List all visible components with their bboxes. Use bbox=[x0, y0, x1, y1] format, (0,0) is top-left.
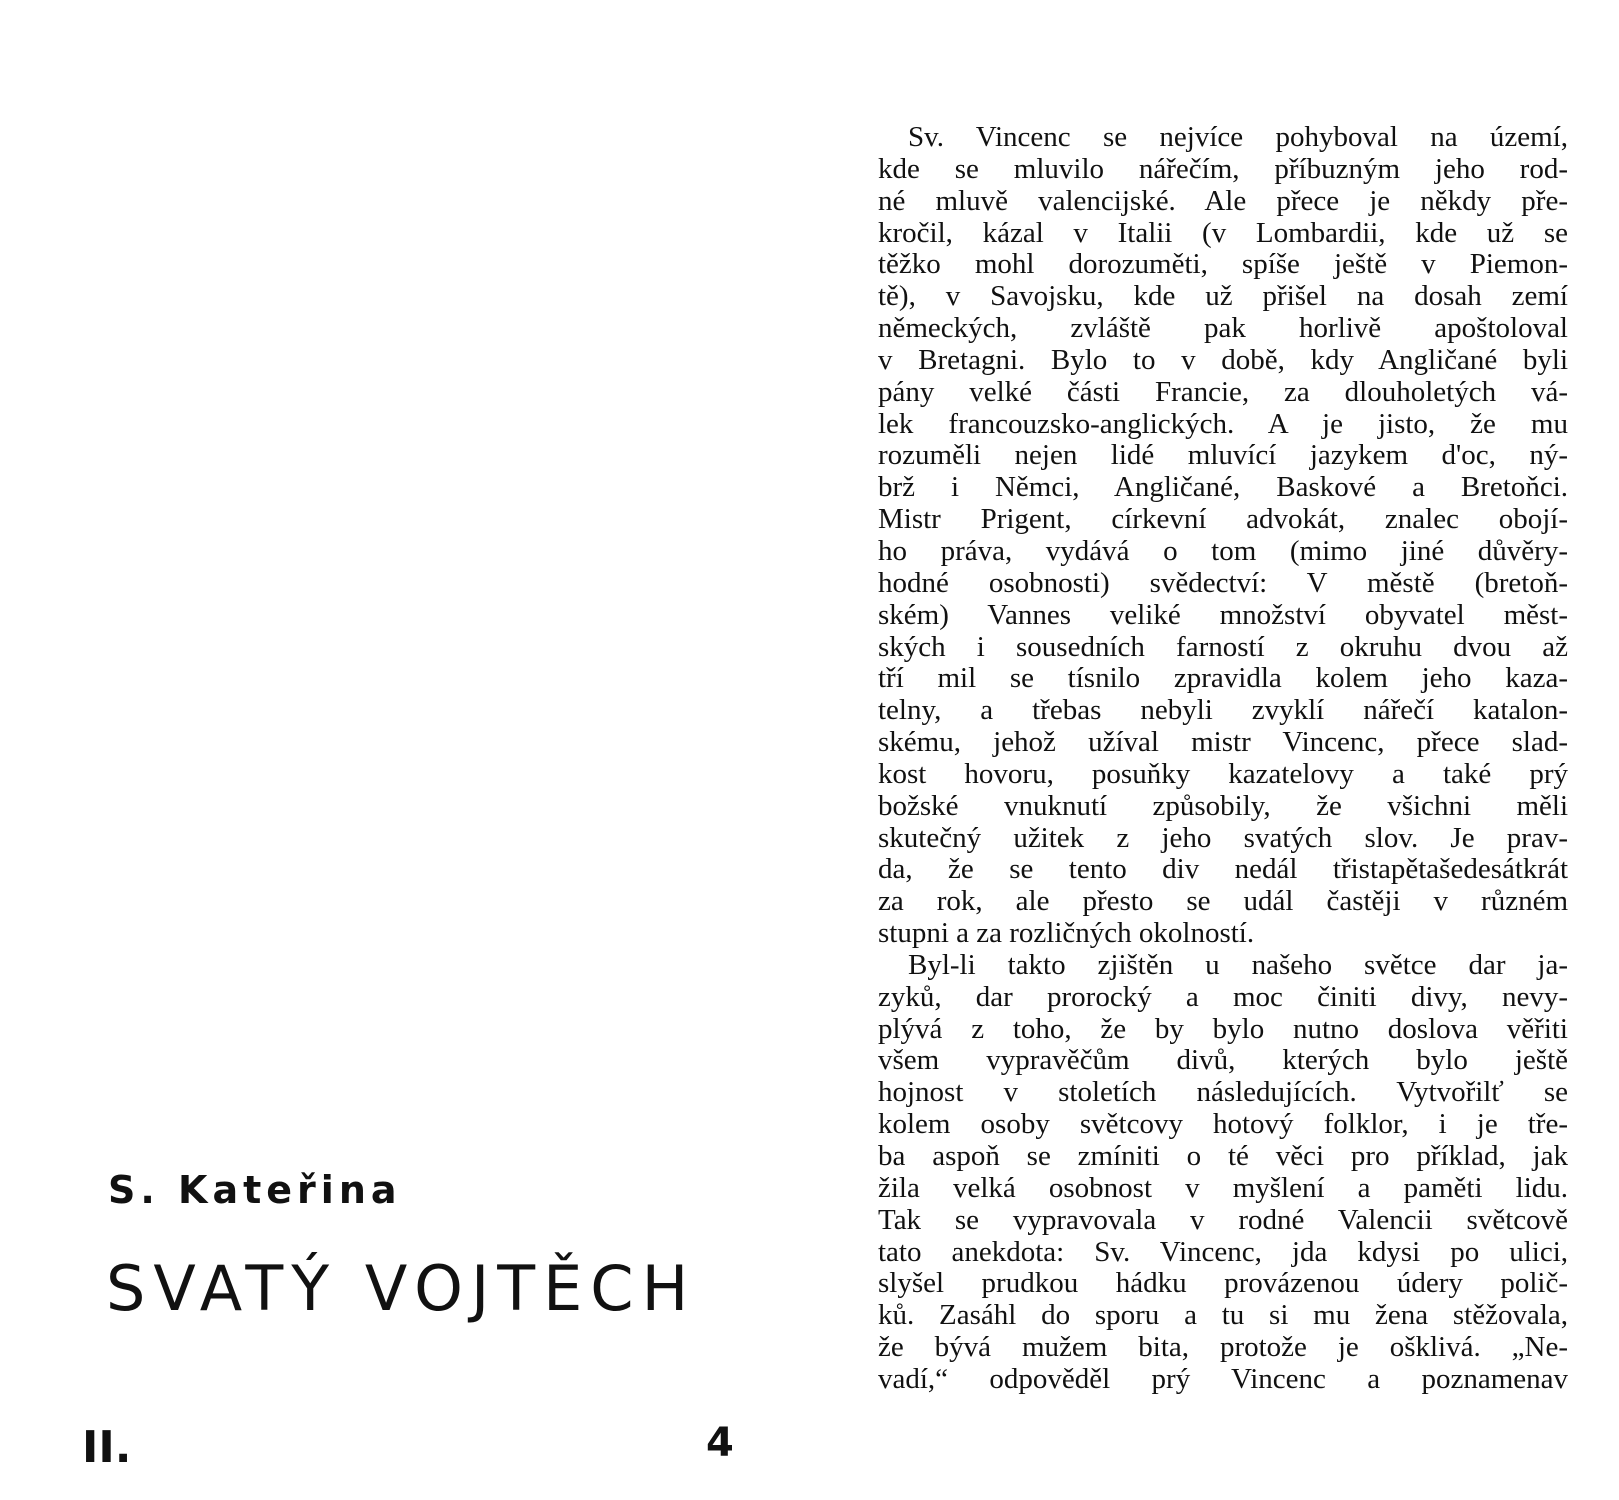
volume-number: II. bbox=[82, 1422, 132, 1473]
text-line: kolem osoby světcovy hotový folklor, i je tře- bbox=[878, 1108, 1568, 1141]
paragraph-1 bbox=[878, 122, 1568, 950]
text-line: ho práva, vydává o tom (mimo jiné důvěry- bbox=[878, 534, 1568, 567]
text-line: brž i Němci, Angličané, Baskové a Bretoňci. bbox=[878, 471, 1568, 504]
page-number: 4 bbox=[706, 1420, 734, 1466]
text-line: stupni a za rozličných okolností. bbox=[878, 917, 1255, 950]
text-line: da, že se tento div nedál třistapětašedesátkrát bbox=[878, 853, 1568, 886]
text-line: tato anekdota: Sv. Vincenc, jda kdysi po ulici, bbox=[878, 1235, 1568, 1268]
text-line: ském) Vannes veliké množství obyvatel měst- bbox=[878, 598, 1568, 631]
text-line: Tak se vypravovala v rodné Valencii světcově bbox=[878, 1203, 1568, 1236]
text-line: hodné osobnosti) svědectví: V městě (bretoň- bbox=[878, 566, 1568, 599]
text-line: telny, a třebas nebyli zvyklí nářečí katalon- bbox=[878, 694, 1568, 727]
text-line: všem vypravěčům divů, kterých bylo ještě bbox=[878, 1044, 1568, 1077]
author-name: S. Kateřina bbox=[108, 1168, 402, 1212]
text-line: vadí,“ odpověděl prý Vincenc a poznamenav bbox=[878, 1362, 1568, 1395]
text-line: rozuměli nejen lidé mluvící jazykem d'oc, ný- bbox=[878, 439, 1568, 472]
text-line: tří mil se tísnilo zpravidla kolem jeho kaza- bbox=[878, 662, 1568, 695]
text-line: božské vnuknutí způsobily, že všichni měli bbox=[878, 789, 1568, 822]
text-line: žila velká osobnost v myšlení a paměti lidu. bbox=[878, 1171, 1568, 1204]
text-line: kde se mluvilo nářečím, příbuzným jeho rod- bbox=[878, 152, 1568, 185]
text-line: Byl-li takto zjištěn u našeho světce dar ja- bbox=[908, 948, 1568, 981]
text-line: v Bretagni. Bylo to v době, kdy Angličané byli bbox=[878, 343, 1568, 376]
text-line: slyšel prudkou hádku provázenou údery polič- bbox=[878, 1267, 1568, 1300]
text-line: kročil, kázal v Italii (v Lombardii, kde už se bbox=[878, 216, 1568, 249]
text-line: tě), v Savojsku, kde už přišel na dosah zemí bbox=[878, 280, 1568, 313]
text-line: ků. Zasáhl do sporu a tu si mu žena stěžovala, bbox=[878, 1299, 1568, 1332]
left-page bbox=[0, 0, 780, 1500]
text-line: Mistr Prigent, církevní advokát, znalec obojí- bbox=[878, 503, 1568, 536]
text-line: skému, jehož užíval mistr Vincenc, přece slad- bbox=[878, 726, 1568, 759]
text-line: ských i sousedních farností z okruhu dvou až bbox=[878, 630, 1568, 663]
text-line: kost hovoru, posuňky kazatelovy a také prý bbox=[878, 757, 1568, 790]
text-line: zyků, dar prorocký a moc činiti divy, nevy- bbox=[878, 980, 1568, 1013]
text-line: plývá z toho, že by bylo nutno doslova věřiti bbox=[878, 1012, 1568, 1045]
paragraph-2 bbox=[878, 950, 1568, 1396]
text-line: né mluvě valencijské. Ale přece je někdy pře- bbox=[878, 184, 1568, 217]
text-line: že bývá mužem bita, protože je ošklivá. „Ne- bbox=[878, 1331, 1568, 1364]
text-line: skutečný užitek z jeho svatých slov. Je prav- bbox=[878, 821, 1568, 854]
text-line: ba aspoň se zmíniti o té věci pro příklad, jak bbox=[878, 1140, 1568, 1172]
text-line: německých, zvláště pak horlivě apoštoloval bbox=[878, 312, 1568, 345]
text-line: Sv. Vincenc se nejvíce pohyboval na území, bbox=[908, 121, 1568, 153]
right-page-text bbox=[878, 122, 1568, 1396]
text-line: za rok, ale přesto se udál častěji v různém bbox=[878, 885, 1568, 918]
text-line: těžko mohl dorozuměti, spíše ještě v Piemon- bbox=[878, 248, 1568, 281]
book-title: SVATÝ VOJTĚCH bbox=[106, 1252, 697, 1325]
text-line: lek francouzsko-anglických. A je jisto, že mu bbox=[878, 407, 1568, 440]
text-line: pány velké části Francie, za dlouholetých vá- bbox=[878, 375, 1568, 408]
text-line: hojnost v stoletích následujících. Vytvořilť se bbox=[878, 1076, 1568, 1109]
